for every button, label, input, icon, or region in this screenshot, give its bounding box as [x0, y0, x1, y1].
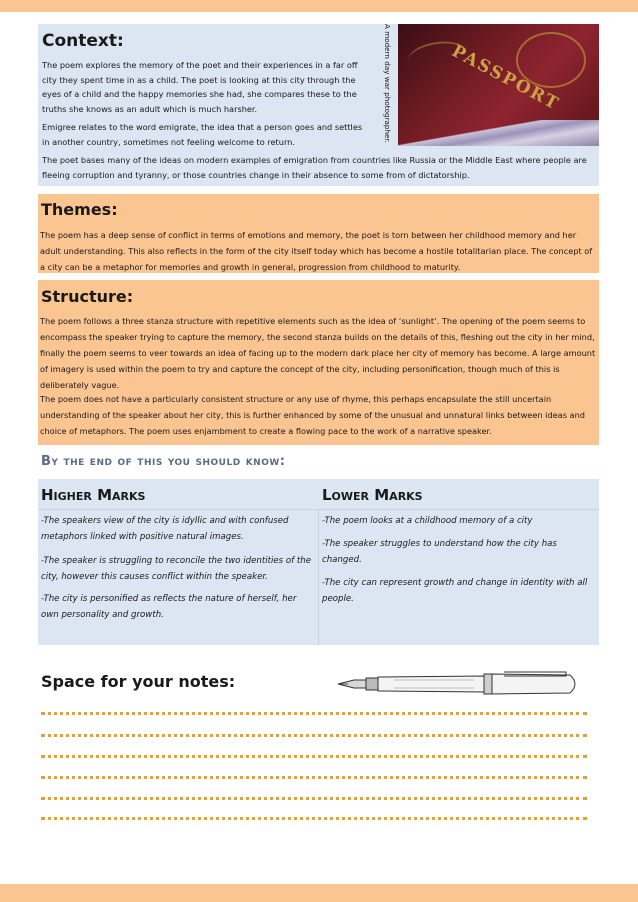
context-paragraph-3: The poet bases many of the ideas on modern examples of emigration from countries like Russia or the Middle East where people are fleeing corruption and tyranny, or those countries change in their absence to some from of dictatorship. [42, 155, 587, 180]
higher-mark-item: -The speakers view of the city is idyllic and with confused metaphors linked with positive natural images. [41, 516, 289, 542]
lower-mark-item: -The poem looks at a childhood memory of a city [322, 516, 533, 526]
notes-dotted-line[interactable] [41, 755, 587, 758]
notes-dotted-line[interactable] [41, 776, 587, 779]
fountain-pen-icon [334, 668, 584, 698]
higher-mark-item: -The city is personified as reflects the nature of herself, her own personality and growth. [41, 594, 297, 620]
themes-paragraph: The poem has a deep sense of conflict in terms of emotions and memory, the poet is torn between her childhood memory and her adult understanding. This also reflects in the form of the city itself today which has become a hostile totalitarian place. The concept of a city can be a metaphor for memories and growth in general, progression from childhood to maturity. [40, 230, 593, 272]
learning-objectives-heading: By the end of this you should know: [41, 454, 286, 469]
top-accent-bar [0, 0, 638, 12]
higher-marks-heading: Higher Marks [41, 486, 146, 504]
notes-dotted-line[interactable] [41, 712, 587, 715]
themes-heading: Themes: [41, 200, 118, 219]
lower-mark-item: -The speaker struggles to understand how the city has changed. [322, 539, 557, 565]
structure-heading: Structure: [41, 287, 134, 306]
context-heading: Context: [42, 31, 124, 51]
context-paragraph-2: Emigree relates to the word emigrate, the idea that a person goes and settles in another country, sometimes not feeling welcome to return. [42, 122, 363, 147]
context-paragraph-1: The poem explores the memory of the poet and their experiences in a far off city they spent time in as a child. The poet is looking at this city through the eyes of a child and the happy memories she had, she compares these to the truths she knows as an adult which is much harsher. [42, 60, 358, 114]
structure-paragraph-2: The poem does not have a particularly consistent structure or any use of rhyme, this perhaps encapsulate the still uncertain understanding of the speaker about her city, this is further enhanced by some of the unusual and unnatural links between ideas and choice of metaphors. The poem uses enjambment to create a flowing pace to the work of a narrative speaker. [40, 394, 585, 436]
passport-pages [398, 120, 599, 146]
passport-cover-text: PASSPORT [448, 41, 563, 115]
lower-marks-heading: Lower Marks [322, 486, 423, 504]
structure-paragraph-1: The poem follows a three stanza structure with repetitive elements such as the idea of ‘sunlight’. The opening of the poem seems to encompass the speaker trying to capture the memory, the second stanza builds on the details of this, fleshing out the city in her mind, finally the poem seems to veer towards an idea of facing up to the modern dark place her city of memory has become. A large amount of imagery is used within the poem to try and capture the concept of the city, including personification, though much of this is deliberately vague. [40, 316, 596, 390]
notes-dotted-line[interactable] [41, 734, 587, 737]
marks-column-divider [318, 509, 319, 645]
notes-dotted-line[interactable] [41, 797, 587, 800]
higher-mark-item: -The speaker is struggling to reconcile the two identities of the city, however this causes conflict within the speaker. [41, 556, 312, 582]
lower-mark-item: -The city can represent growth and change in identity with all people. [322, 578, 588, 604]
passport-photo [398, 24, 599, 146]
notes-dotted-line[interactable] [41, 817, 587, 820]
photo-caption: A modern day war photographer. [383, 24, 392, 144]
notes-heading: Space for your notes: [41, 672, 236, 691]
bottom-accent-bar [0, 884, 638, 902]
